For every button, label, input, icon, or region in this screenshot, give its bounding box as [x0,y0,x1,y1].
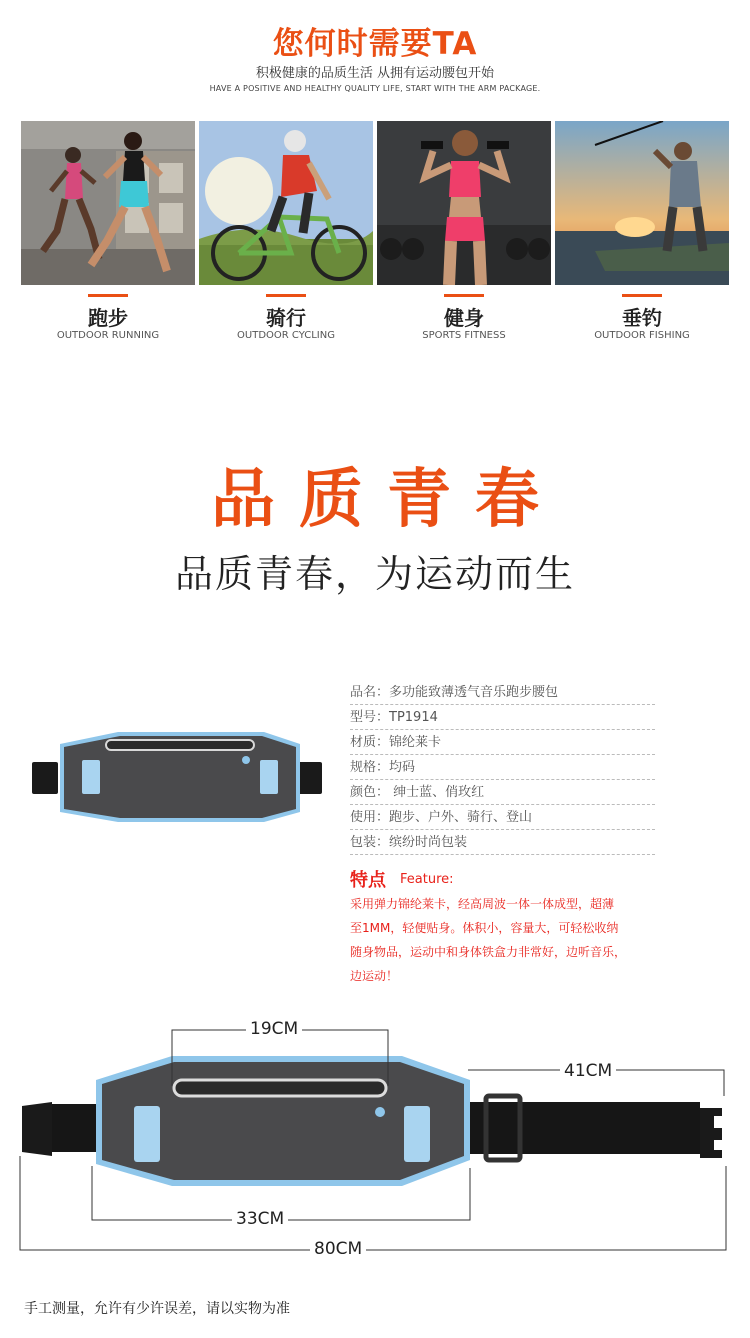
spec-row-model: 型号：TP1914 [350,705,655,730]
section-title: 您何时需要TA [272,26,478,62]
section-subtitle: 积极健康的品质生活 从拥有运动腰包开始 [255,66,495,81]
activity-card-fishing [555,121,729,341]
section-subtitle-en: HAVE A POSITIVE AND HEALTHY QUALITY LIFE, START WITH THE ARM PACKAGE. [209,84,541,93]
measurement-note: 手工测量，允许有少许误差，请以实物为准 [24,1301,290,1317]
dimension-strap: 41CM [560,1061,616,1081]
activity-name: 骑行 [266,306,306,330]
activity-card-running [21,121,195,341]
activity-accent-bar [266,294,306,297]
activity-name-en: OUTDOOR CYCLING [237,330,335,341]
feature-line: 至1MM，轻便贴身。体积小，容量大，可轻松收纳 [350,921,619,935]
activity-card-cycling [199,121,373,341]
cycling-photo [199,121,373,285]
dimension-total: 80CM [310,1239,366,1259]
activity-accent-bar [88,294,128,297]
fitness-photo [377,121,551,285]
activity-card-fitness [377,121,551,341]
feature-title-en: Feature: [400,872,454,887]
activity-name: 健身 [444,306,484,330]
spec-row-package: 包装：缤纷时尚包装 [350,830,655,855]
spec-row-color: 颜色： 绅士蓝、俏玫红 [350,780,655,805]
activity-accent-bar [622,294,662,297]
fishing-photo [555,121,729,285]
feature-line: 采用弹力锦纶莱卡，经高周波一体一体成型，超薄 [350,897,615,911]
activity-name: 垂钓 [622,306,662,330]
feature-description [350,892,655,988]
activity-name-en: OUTDOOR RUNNING [56,330,160,341]
spec-row-usage: 使用：跑步、户外、骑行、登山 [350,805,655,830]
running-photo [21,121,195,285]
activity-name-en: SPORTS FITNESS [422,330,506,341]
product-dimension-diagram [0,1016,750,1266]
activity-name-en: OUTDOOR FISHING [594,330,690,341]
spec-row-material: 材质：锦纶莱卡 [350,730,655,755]
product-image-small [32,728,324,824]
activity-name: 跑步 [88,306,128,330]
dimension-body: 33CM [232,1209,288,1229]
feature-line: 随身物品，运动中和身体铁盒力非常好，边听音乐， [350,945,627,959]
spec-row-size: 规格：均码 [350,755,655,780]
quality-slogan: 品质青春，为运动而生 [174,552,575,596]
feature-line: 边运动！ [350,969,399,983]
feature-title: 特点 [350,870,386,891]
activity-accent-bar [444,294,484,297]
spec-row-name: 品名：多功能致薄透气音乐跑步腰包 [350,680,655,705]
quality-title: 品质青春 [211,463,563,537]
dimension-zipper: 19CM [246,1019,302,1039]
